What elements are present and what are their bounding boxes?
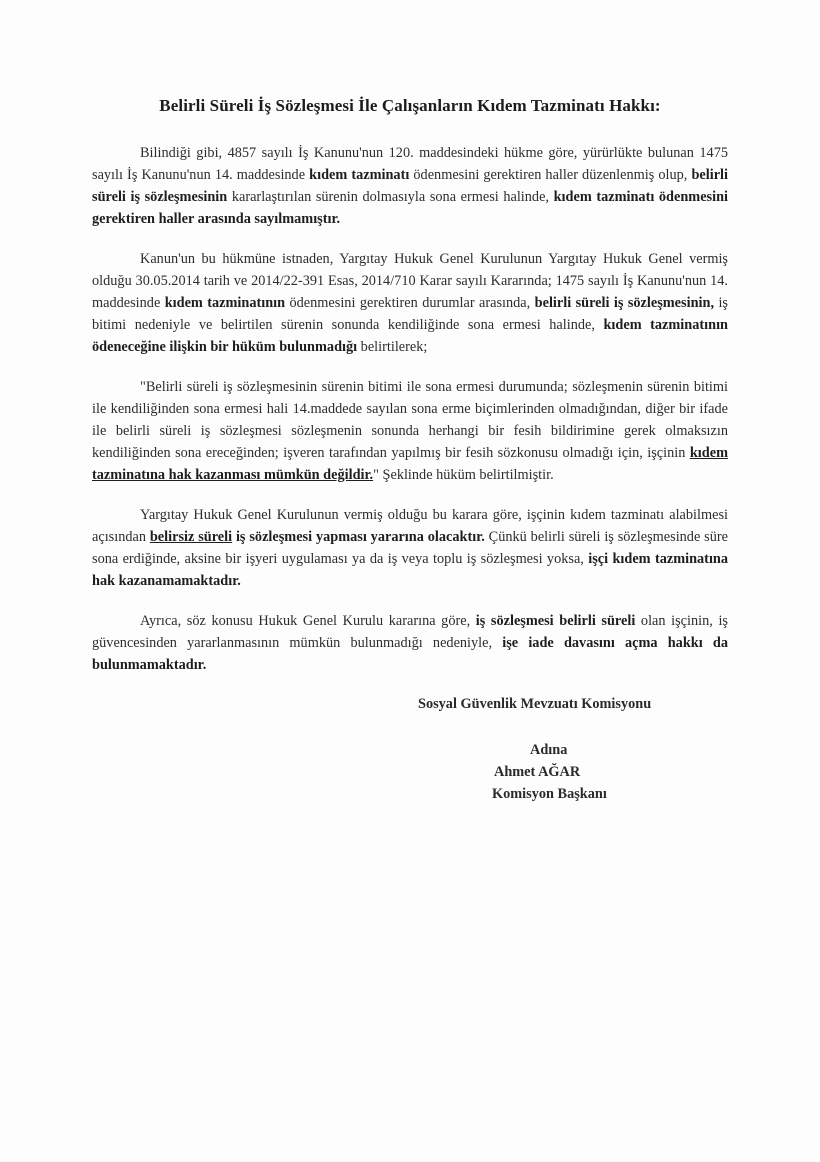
p2-text-1: Kanun'un bu hükmüne istnaden, Yargıtay Hukuk Genel Kurulunun Yargıtay Hukuk Genel vermiş olduğu 30.05.2014 tarih ve 2014/22-391 Esas, 2014/710 Karar sayılı Kararında; 1475 sayılı İş Kanunu'nun 14. maddesinde	[92, 251, 728, 311]
signatory-role: Komisyon Başkanı	[492, 786, 607, 802]
p2-bold-1: kıdem tazminatının	[164, 295, 286, 311]
p3-text-2: " Şeklinde hüküm belirtilmiştir.	[373, 467, 554, 483]
paragraph-5	[92, 610, 728, 676]
p5-bold-2: işe iade davasını açma hakkı da bulunmamaktadır.	[92, 635, 728, 673]
p2-bold-3: kıdem tazminatının ödeneceğine ilişkin bir hüküm bulunmadığı	[92, 317, 728, 355]
p2-text-4: belirtilerek;	[357, 339, 428, 355]
paragraph-3	[92, 376, 728, 486]
p2-text-2: ödenmesini gerektiren durumlar arasında,	[285, 295, 535, 311]
p4-bold-2: işçi kıdem tazminatına hak kazanamamaktadır.	[92, 551, 729, 589]
paragraph-1	[92, 142, 728, 230]
signature-block	[418, 696, 738, 805]
p4-bold-1: iş sözleşmesi yapması yararına olacaktır.	[232, 529, 485, 545]
signatory	[494, 739, 738, 805]
signatory-name: Ahmet AĞAR	[494, 764, 581, 780]
p3-text-1: "Belirli süreli iş sözleşmesinin sürenin bitimi ile sona ermesi durumunda; sözleşmenin sürenin bitimi ile kendiliğinden sona ermesi hali 14.maddede sayılan sona erme biçimlerinden olmadığından, diğer bir ifade ile belirli süreli iş sözleşmesi sözleşmenin sonunda herhangi bir fesih bildirimine gerek olmaksızın kendiliğinden sona ereceğinden; işveren tarafından yapılmış bir fesih sözkonusu olmadığı için, işçinin	[92, 379, 728, 461]
on-behalf-label: Adına	[530, 742, 568, 758]
paragraph-2	[92, 248, 728, 358]
p4-text-1: Yargıtay Hukuk Genel Kurulunun vermiş olduğu bu karara göre, işçinin kıdem tazminatı alabilmesi açısından	[92, 507, 728, 545]
p5-bold-1: iş sözleşmesi belirli süreli	[475, 613, 636, 629]
p4-text-2: Çünkü belirli süreli iş sözleşmesinde süre sona erdiğinde, aksine bir işyeri uygulaması ya da iş veya toplu iş sözleşmesi yoksa,	[92, 529, 728, 567]
p3-bold-underline-1: kıdem tazminatına hak kazanması mümkün değildir.	[92, 445, 728, 483]
document-title: Belirli Süreli İş Sözleşmesi İle Çalışanların Kıdem Tazminatı Hakkı:	[159, 96, 661, 115]
p5-text-1: Ayrıca, söz konusu Hukuk Genel Kurulu kararına göre,	[140, 613, 476, 629]
p1-text-2: ödenmesini gerektiren haller düzenlenmiş olup,	[409, 167, 692, 183]
p4-bold-underline-1: belirsiz süreli	[149, 529, 233, 545]
p2-bold-2: belirli süreli iş sözleşmesinin,	[534, 295, 715, 311]
p1-bold-1: kıdem tazminatı	[309, 167, 410, 183]
paragraph-4	[92, 504, 728, 592]
commission-name: Sosyal Güvenlik Mevzuatı Komisyonu	[418, 696, 652, 712]
p2-text-3: iş bitimi nedeniyle ve belirtilen sürenin sonunda kendiliğinde sona ermesi halinde,	[92, 295, 728, 333]
p5-text-2: olan işçinin, iş güvencesinden yararlanmasının mümkün bulunmadığı nedeniyle,	[92, 613, 728, 651]
p1-text-3: kararlaştırılan sürenin dolmasıyla sona ermesi halinde,	[227, 189, 554, 205]
p1-bold-3: kıdem tazminatı ödenmesini gerektiren haller arasında sayılmamıştır.	[92, 189, 729, 227]
p1-text-1: Bilindiği gibi, 4857 sayılı İş Kanunu'nun 120. maddesindeki hükme göre, yürürlükte bulunan 1475 sayılı İş Kanunu'nun 14. maddesinde	[92, 145, 728, 183]
document-body	[92, 96, 728, 694]
p1-bold-2: belirli süreli iş sözleşmesinin	[92, 167, 728, 205]
